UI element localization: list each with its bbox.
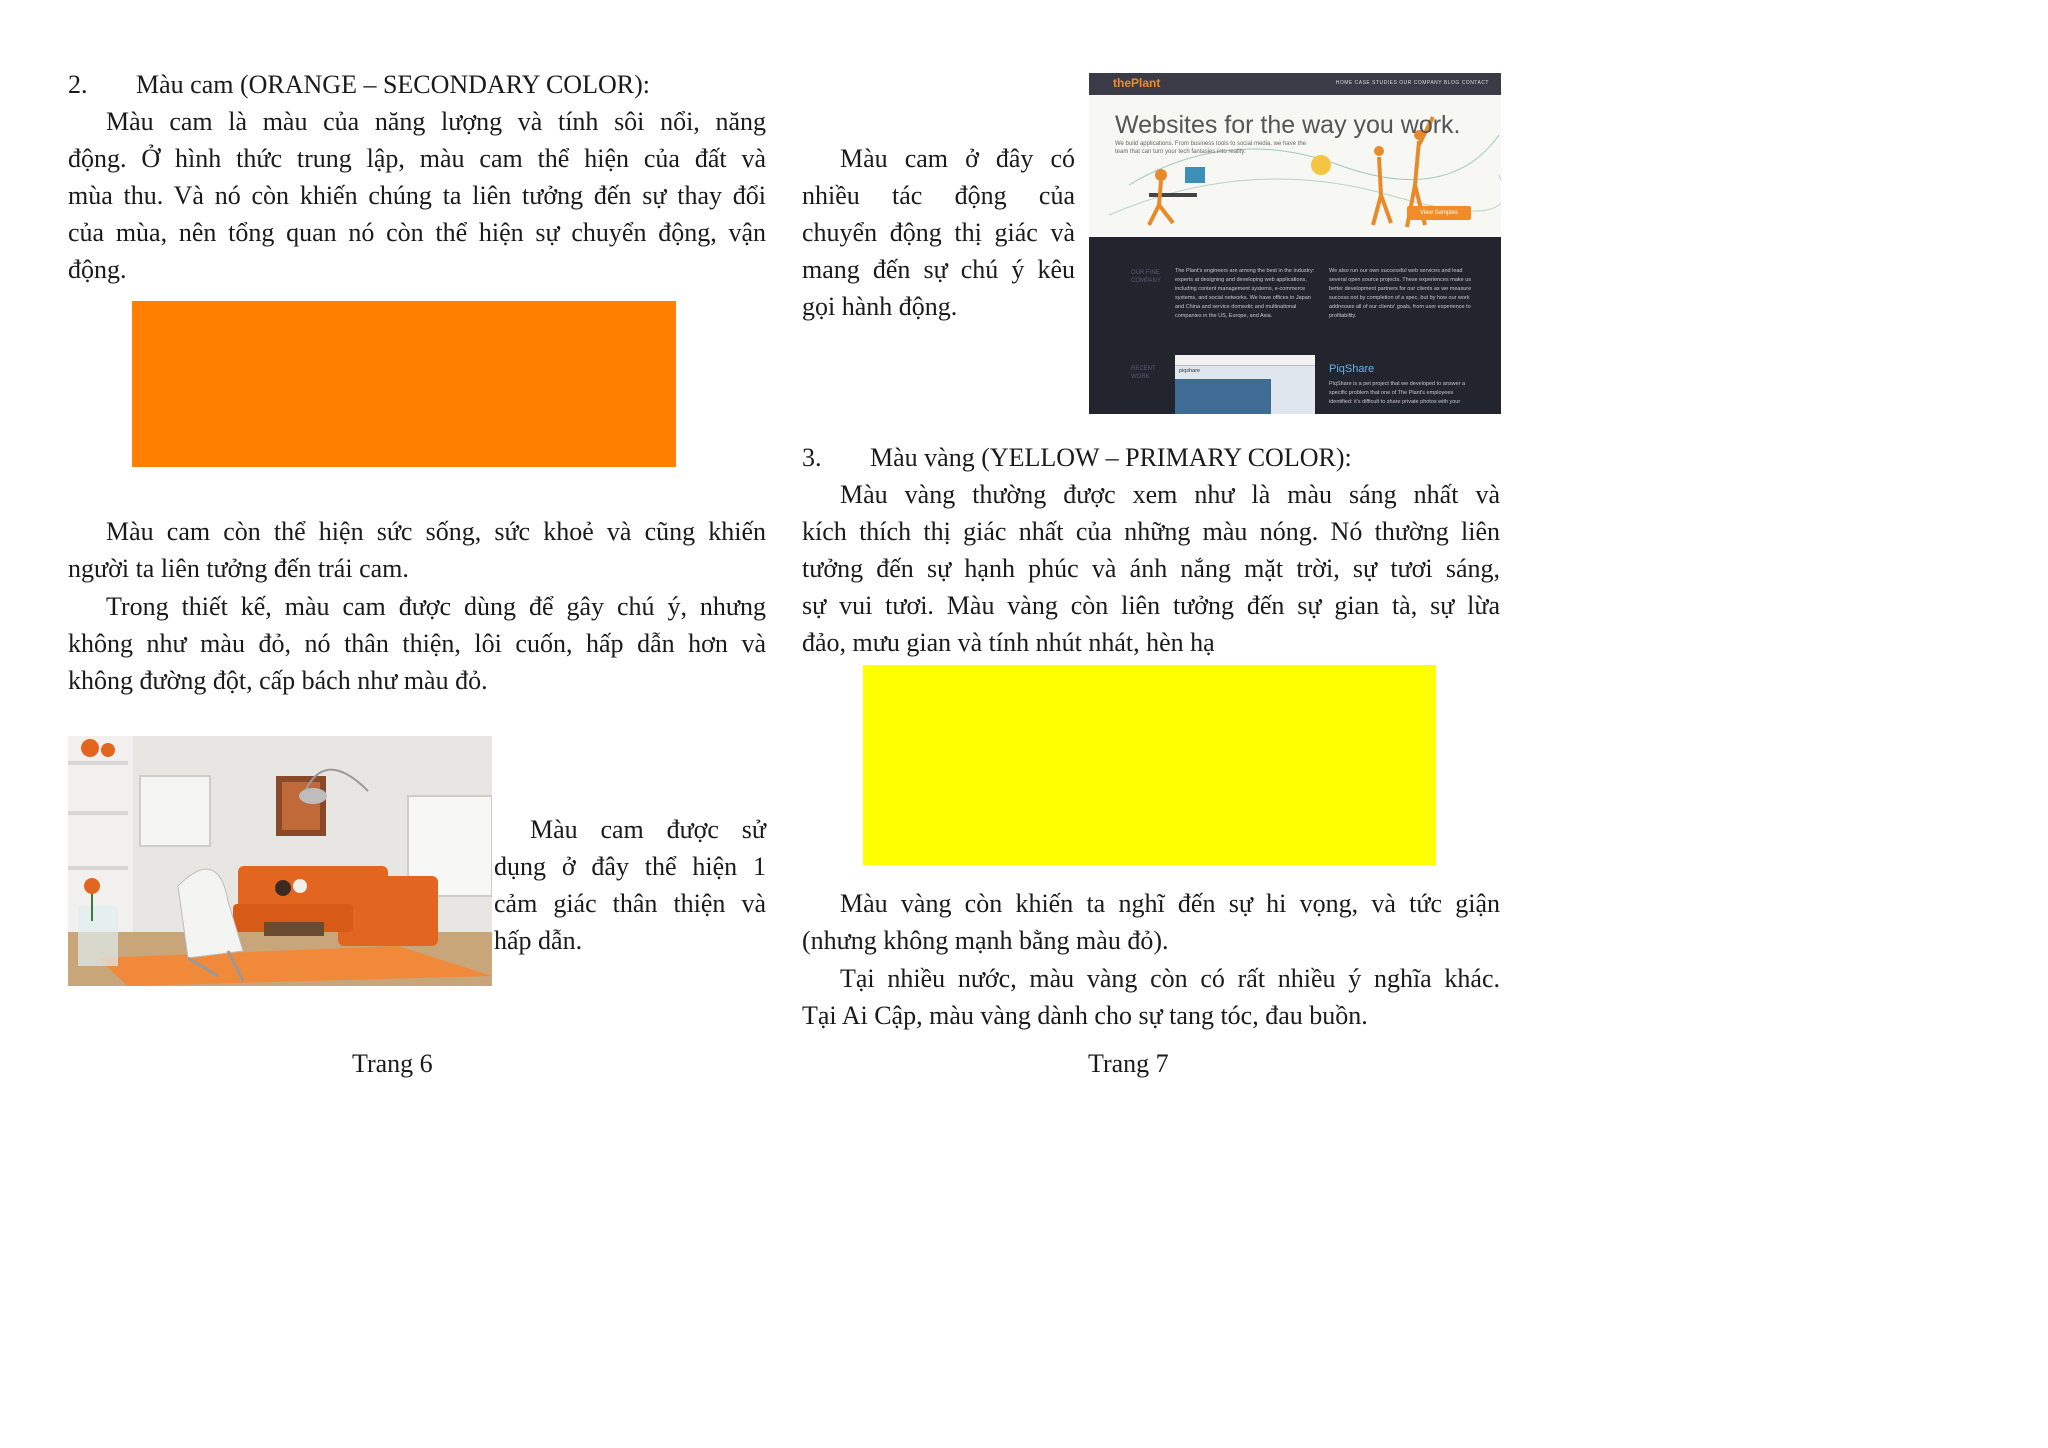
- paragraph-orange-design: [68, 588, 766, 699]
- yellow-color-swatch: [863, 665, 1436, 865]
- living-room-illustration: [68, 736, 492, 986]
- paragraph-orange-health: [68, 513, 766, 587]
- text-line: đảo, mưu gian và tính nhút nhát, hèn hạ: [802, 628, 1215, 657]
- text-line: người ta liên tưởng đến trái cam.: [68, 554, 409, 583]
- page-number: Trang 7: [1088, 1049, 1169, 1078]
- text-line: gọi hành động.: [802, 292, 958, 321]
- caption-website: [802, 140, 1075, 325]
- piqshare-text: PiqShare is a pet project that we developed to answer a specific problem that one of The Plant's employees identified: it's difficult to share private photos with your: [1329, 381, 1466, 405]
- text-line: không đường đột, cấp bách như màu đỏ.: [68, 666, 488, 695]
- text-line: Màu cam ở đây có: [840, 144, 1075, 173]
- section-title: Màu cam (ORANGE – SECONDARY COLOR):: [136, 70, 650, 99]
- paragraph-yellow-meanings: [802, 960, 1500, 1034]
- side-label: RECENT WORK: [1131, 366, 1156, 380]
- piqshare-thumbnail: [1175, 355, 1315, 414]
- site-nav-bar: [1089, 73, 1501, 95]
- paragraph-yellow-hope: [802, 885, 1500, 959]
- section-heading-yellow: [802, 439, 1352, 476]
- site-column-1: The Plant's engineers are among the best in the industry: experts at designing and developing web applications, including content management systems, e-commerce systems, and social networks. We have offices in Japan and China and service domestic and multinational companies in the US, Europe, and Asia.: [1175, 268, 1315, 319]
- paragraph-orange-intro: [68, 103, 766, 288]
- text-line: tưởng đến sự hạnh phúc và ánh nắng mặt trời, sự tươi sáng,: [802, 554, 1500, 583]
- section-heading-orange: [68, 66, 650, 103]
- orange-color-swatch: [132, 301, 676, 467]
- text-line: kích thích thị giác nhất của những màu nóng. Nó thường liên: [802, 517, 1500, 546]
- site-hero: [1089, 95, 1501, 237]
- website-screenshot: [1089, 73, 1501, 414]
- piqshare-title: PiqShare: [1329, 363, 1375, 375]
- text-line: mang đến sự chú ý kêu: [802, 255, 1075, 284]
- text-line: Màu cam còn thể hiện sức sống, sức khoẻ và cũng khiến: [106, 517, 766, 546]
- text-line: (nhưng không mạnh bằng màu đỏ).: [802, 926, 1169, 955]
- text-line: dụng ở đây thể hiện 1: [494, 852, 766, 881]
- text-line: Tại Ai Cập, màu vàng dành cho sự tang tóc, đau buồn.: [802, 1001, 1368, 1030]
- section-number: 3.: [802, 443, 822, 472]
- side-label: OUR FINE COMPANY: [1131, 270, 1161, 284]
- text-line: nhiều tác động của: [802, 181, 1075, 210]
- site-column-2: We also run our own successful web services and lead several open source projects. These experiences make us better development partners for our clients as we measure success not by completion of a spec, but by how our work addresses all of our clients' goals, from user experience to profitability.: [1329, 268, 1472, 319]
- text-line: của mùa, nên tổng quan nó còn thể hiện sự chuyển động, vận: [68, 218, 766, 247]
- text-line: cảm giác thân thiện và: [494, 889, 766, 918]
- text-line: Màu cam được sử: [530, 815, 766, 844]
- view-samples-button: View Samples: [1407, 206, 1471, 220]
- thumb-label: piqshare: [1179, 368, 1201, 374]
- section-title: Màu vàng (YELLOW – PRIMARY COLOR):: [870, 443, 1352, 472]
- site-logo: thePlant: [1113, 76, 1161, 90]
- site-subline: We build applications. From business tools to social media, we have the team that can turn your tech fantasies into reality.: [1115, 141, 1306, 155]
- text-line: Màu vàng còn khiến ta nghĩ đến sự hi vọng, và tức giận: [840, 889, 1500, 918]
- text-line: Tại nhiều nước, màu vàng còn có rất nhiều ý nghĩa khác.: [840, 964, 1500, 993]
- text-line: chuyển động thị giác và: [802, 218, 1075, 247]
- text-line: Màu cam là màu của năng lượng và tính sôi nổi, năng: [106, 107, 766, 136]
- paragraph-yellow-intro: [802, 476, 1500, 661]
- text-line: Trong thiết kế, màu cam được dùng để gây chú ý, nhưng: [106, 592, 766, 621]
- text-line: không như màu đỏ, nó thân thiện, lôi cuốn, hấp dẫn hơn và: [68, 629, 766, 658]
- living-room-photo: [68, 736, 492, 986]
- site-headline: Websites for the way you work.: [1115, 111, 1461, 139]
- site-content: [1089, 237, 1501, 414]
- site-nav-links: HOME CASE STUDIES OUR COMPANY BLOG CONTACT: [1335, 80, 1489, 86]
- text-line: sự vui tươi. Màu vàng còn liên tưởng đến sự gian tà, sự lừa: [802, 591, 1500, 620]
- text-line: động.: [68, 255, 127, 284]
- text-line: mùa thu. Và nó còn khiến chúng ta liên tưởng đến sự thay đổi: [68, 181, 766, 210]
- page-number: Trang 6: [352, 1049, 433, 1078]
- section-number: 2.: [68, 70, 88, 99]
- text-line: động. Ở hình thức trung lập, màu cam thể hiện của đất và: [68, 144, 766, 173]
- caption-orange-photo: [494, 811, 766, 959]
- text-line: hấp dẫn.: [494, 926, 583, 955]
- text-line: Màu vàng thường được xem như là màu sáng nhất và: [840, 480, 1500, 509]
